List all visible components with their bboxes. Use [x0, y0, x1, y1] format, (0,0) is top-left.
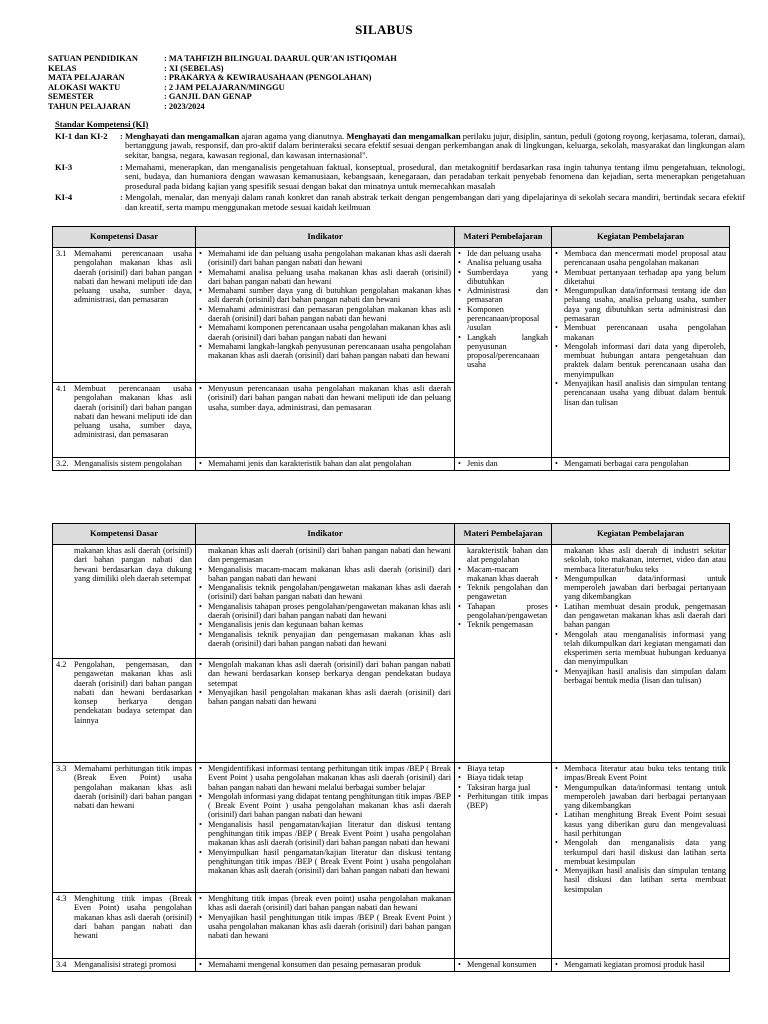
ki-1-2-row: [55, 132, 745, 161]
table-row: [53, 248, 730, 383]
bullet-list: [458, 764, 548, 810]
identity-row: [48, 83, 748, 93]
list-item: • Mengolah atau menganalisis informasi yang telah dikumpulkan dari kegiatan mengamati dan eksperimen serta membuat hubungan keduanya dan menyimpulkan: [555, 630, 726, 667]
list-item: • Menyajikan hasil penghitungan titik impas /BEP ( Break Event Point ) usaha pengolahan makanan khas asli daerah (orisinil) dari bahan pangan nabati dan hewani: [199, 913, 451, 941]
list-item: • Mengolah informasi yang didapat tentang penghitungan titik impas /BEP ( Break Event Point ) usaha pengolahan makanan khas asli daerah (orisinil) dari bahan pangan nabati dan hewani: [199, 792, 451, 820]
identity-row: [48, 92, 748, 102]
list-item: • Membaca dan mencermati model proposal atau perencanaan usaha pengolahan makanan: [555, 249, 726, 268]
identity-value: : 2023/2024: [164, 101, 205, 111]
header-indikator: Indikator: [196, 227, 455, 248]
list-item: • Menyajikan hasil analisis dan simpulan tentang hasil diskusi dan latihan serta membuat kesimpulan: [555, 866, 726, 894]
header-materi: Materi Pembelajaran: [455, 227, 552, 248]
standar-heading: Standar Kompetensi (KI): [55, 119, 149, 129]
indikator-cell: makanan khas asli daerah (orisinil) dari bahan pangan nabati dan hewani dan pengemasan • Menganalisis macam-macam makanan khas asli daerah (orisinil) dari bahan pangan nabati dan hewani • Menganalisis teknik pengolahan/pengawetan makanan khas asli daerah (orisinil) dari bahan pangan nabati dan hewani • Menganalisis tahapan proses pengolahan/pengawetan makanan khas asli daerah (orisinil) dari bahan pangan nabati dan hewani • Menganalisis jenis dan kegunaan bahan kemas • Menganalisis teknik penyajian dan pengemasan makanan khas asli daerah (orisinil) dari bahan pangan nabati dan hewani: [196, 545, 455, 659]
identity-value: : GANJIL DAN GENAP: [164, 92, 252, 101]
identity-label: MATA PELAJARAN: [48, 73, 125, 82]
list-item: • Taksiran harga jual: [458, 783, 548, 792]
materi-cell: [455, 959, 552, 972]
list-item: • Analisa peluang usaha: [458, 258, 548, 267]
table-row: [53, 545, 730, 659]
list-item: • Latihan membuat desain produk, pengemasan dan pengawetan makanan khas asli daerah dari bahan pangan: [555, 602, 726, 630]
materi-cell: [455, 248, 552, 458]
list-item: • Mengamati kegiatan promosi produk hasil: [555, 960, 726, 969]
list-item: • Menyusun perencanaan usaha pengolahan makanan khas asli daerah (orisinil) dari bahan pangan nabati dan hewani meliputi ide dan peluang usaha, sumber daya, administrasi, dan pemasaran: [199, 384, 451, 412]
indikator-cell: [196, 959, 455, 972]
table-row: [53, 763, 730, 893]
list-item: • Mengolah informasi dari data yang diperoleh, membuat hubungan antara pengetahuan dan praktek dalam bentuk perencanaan usaha dan menyimpulkan: [555, 342, 726, 379]
list-item: • Mengumpulkan data/informasi tentang ide dan peluang usaha, analisa peluang usaha, sumber daya yang dibutuhkan serta administrasi dan pemasaran: [555, 286, 726, 323]
list-item: • Latihan menghitung Break Event Point sesuai kasus yang diberikan guru dan mengevaluasi hasil perhitungan: [555, 810, 726, 838]
bullet-list: [555, 459, 726, 468]
list-item: • Menyajikan hasil analisis dan simpulan dalam berbagai bentuk media (lisan dan tulisan): [555, 667, 726, 686]
standar-kompetensi: [55, 120, 745, 215]
identity-block: [48, 54, 748, 111]
bullet-list: [199, 384, 451, 412]
bullet-list: [555, 249, 726, 407]
list-item: • Menghitung titik impas (break even point) usaha pengolahan makanan khas asli daerah (orisinil) dari bahan pangan nabati dan hewani: [199, 894, 451, 913]
kd-cell: 3.1 Memahami perencanaan usaha pengolahan makanan khas asli daerah (orisinil) dari bahan pangan nabati dan hewani meliputi ide dan peluang usaha, sumber daya, administrasi, dan pemasaran: [53, 248, 196, 383]
bullet-list: [199, 894, 451, 940]
header-kompetensi-dasar: Kompetensi Dasar: [53, 524, 196, 545]
list-item: • Komponen perencanaan/proposal /usulan: [458, 305, 548, 333]
bullet-list: [555, 764, 726, 894]
identity-value: : PRAKARYA & KEWIRAUSAHAAN (PENGOLAHAN): [164, 73, 372, 82]
materi-cell: karakteristik bahan dan alat pengolahan • Macam-macam makanan khas daerah • Teknik pengolahan dan pengawetan • Tahapan proses pengolahan/pengawetan • Teknik pengemasan: [455, 545, 552, 763]
list-item: • Langkah langkah penyusunan proposal/perencanaan usaha: [458, 333, 548, 370]
list-item: • Menganalisis teknik penyajian dan pengemasan makanan khas asli daerah (orisinil) dari bahan pangan nabati dan hewani: [199, 630, 451, 649]
list-item: • Tahapan proses pengolahan/pengawetan: [458, 602, 548, 621]
ki-text: Memahami, menerapkan, dan menganalisis pengetahuan faktual, konseptual, prosedural, dan metakognitif berdasarkan rasa ingin tahunya tentang ilmu pengetahuan, teknologi, seni, budaya, dan humaniora dengan wawasan kemanusiaan, kebangsaan, kenegaraan, dan peradaban terkait penyebab fenomena dan kejadian, serta menerapkan pengetahuan prosedural pada bidang kajian yang spesifik sesuai dengan bakat dan minatnya untuk memecahkan masalah: [125, 161, 745, 191]
list-item: • Mengumpulkan data/informasi untuk memperoleh jawaban dari berbagai pertanyaan yang dikembangkan: [555, 574, 726, 602]
ki-text: Menghayati dan mengamalkan ajaran agama yang dianutnya. Menghayati dan mengamalkan perilaku jujur, disiplin, santun, peduli (gotong royong, kerjasama, toleran, damai), bertanggung jawab, responsif, dan pro-aktif dalam berinteraksi secara efektif sesuai dengan perkembangan anak di lingkungan, keluarga, sekolah, masyarakat dan lingkungan alam sekitar, bangsa, negara, kawasan regional, dan kawasan internasional".: [125, 130, 745, 160]
list-item: • Membaca literatur atau buku teks tentang titik impas/Break Event Point: [555, 764, 726, 783]
identity-label: KELAS: [48, 63, 77, 73]
indikator-cell: [196, 248, 455, 383]
indikator-cell: [196, 383, 455, 458]
list-item: • Menganalisis tahapan proses pengolahan/pengawetan makanan khas asli daerah (orisinil) dari bahan pangan nabati dan hewani: [199, 602, 451, 621]
list-item: • Memahami ide dan peluang usaha pengolahan makanan khas asli daerah (orisinil) dari bahan pangan nabati dan hewani: [199, 249, 451, 268]
identity-label: SATUAN PENDIDIKAN: [48, 54, 138, 63]
kegiatan-cell: [552, 248, 730, 458]
indikator-cell: [196, 893, 455, 959]
list-item: • Memahami mengenal konsumen dan pesaing pemasaran produk: [199, 960, 451, 969]
bullet-list: [199, 660, 451, 706]
identity-row: [48, 73, 748, 83]
list-item: • Teknik pengemasan: [458, 620, 548, 629]
table-row: [53, 959, 730, 972]
list-item: • Mengenal konsumen: [458, 960, 548, 969]
kd-cell: 3.3 Memahami perhitungan titik impas (Break Even Point) usaha pengolahan makanan khas asli daerah (orisinil) dari bahan pangan nabati dan hewani: [53, 763, 196, 893]
list-item: • Perhitungan titik impas (BEP): [458, 792, 548, 811]
list-item: • Teknik pengolahan dan pengawetan: [458, 583, 548, 602]
bullet-list: [199, 249, 451, 360]
bullet-list: [458, 960, 548, 969]
list-item: • Menganalisis macam-macam makanan khas asli daerah (orisinil) dari bahan pangan nabati dan hewani: [199, 565, 451, 584]
identity-row: [48, 102, 748, 112]
list-item: • Memahami jenis dan karakteristik bahan dan alat pengolahan: [199, 459, 451, 468]
identity-row: [48, 64, 748, 74]
header-kegiatan: Kegiatan Pembelajaran: [552, 524, 730, 545]
list-item: • Biaya tidak tetap: [458, 773, 548, 782]
kegiatan-cell: [552, 763, 730, 959]
bullet-list: [199, 960, 451, 969]
identity-value: : XI (SEBELAS): [164, 63, 224, 73]
list-item: • Menyajikan hasil analisis dan simpulan tentang perencanaan usaha yang dibuat dalam bentuk lisan dan tulisan: [555, 379, 726, 407]
list-item: • Membuat perencanaan usaha pengolahan makanan: [555, 323, 726, 342]
syllabus-table-1: [52, 226, 730, 471]
kd-cell: 3.4 Menganalisisi strategi promosi: [53, 959, 196, 972]
bullet-list: [458, 249, 548, 370]
kd-cell: 4.1 Membuat perencanaan usaha pengolahan makanan khas asli daerah (orisinil) dari bahan pangan nabati dan hewani meliputi ide dan peluang usaha, sumber daya, administrasi, dan pemasaran: [53, 383, 196, 458]
list-item: • Membuat pertanyaan terhadap apa yang belum diketahui: [555, 268, 726, 287]
list-item: • Mengumpulkan data/informasi tentang untuk memperoleh jawaban dari berbagai pertanyaan yang dikembangkan: [555, 783, 726, 811]
list-item: • Mengolah makanan khas asli daerah (orisinil) dari bahan pangan nabati dan hewani berdasarkan konsep berkarya dengan pendekatan budaya setempat: [199, 660, 451, 688]
list-item: • Memahami analisa peluang usaha makanan khas asli daerah (orisinil) dari bahan pangan nabati dan hewani: [199, 268, 451, 287]
header-kompetensi-dasar: Kompetensi Dasar: [53, 227, 196, 248]
indikator-cell: [196, 659, 455, 763]
bullet-list: [199, 565, 451, 649]
ki-label: KI-1 dan KI-2 :: [55, 130, 123, 141]
ki-3-row: [55, 163, 745, 192]
identity-label: ALOKASI WAKTU: [48, 82, 121, 92]
identity-value: : MA TAHFIZH BILINGUAL DAARUL QUR'AN ISTIQOMAH: [164, 54, 397, 63]
ki-label: KI-3 :: [55, 161, 123, 172]
header-materi: Materi Pembelajaran: [455, 524, 552, 545]
identity-label: SEMESTER: [48, 92, 94, 101]
table-header-row: [53, 227, 730, 248]
syllabus-table-2: [52, 523, 730, 972]
kd-cell: 4.2 Pengolahan, pengemasan, dan pengawetan makanan khas asli daerah (orisinil) dari bahan pangan nabati dan hewani berdasarkan konsep berkarya dengan pendekatan budaya setempat dan lainnya: [53, 659, 196, 763]
list-item: • Mengamati berbagai cara pengolahan: [555, 459, 726, 468]
header-kegiatan: Kegiatan Pembelajaran: [552, 227, 730, 248]
list-item: • Biaya tetap: [458, 764, 548, 773]
identity-label: TAHUN PELAJARAN: [48, 101, 131, 111]
materi-cell: [455, 458, 552, 471]
bullet-list: [555, 574, 726, 685]
bullet-list: [199, 764, 451, 875]
list-item: • Menganalisis hasil pengamatan/kajian literatur dan diskusi tentang penghitungan titik impas /BEP ( Break Event Point ) usaha pengolahan makanan khas asli daerah (orisinil) dari bahan pangan nabati dan hewani: [199, 820, 451, 848]
indikator-cell: [196, 763, 455, 893]
list-item: • Sumberdaya yang dibutuhkan: [458, 268, 548, 287]
list-item: • Mengidentifikasi informasi tentang perhitungan titik impas /BEP ( Break Event Point ) usaha pengolahan makanan khas asli daerah (orisinil) dari bahan pangan nabati dan hewani melalui berbagai sumber belajar: [199, 764, 451, 792]
list-item: • Memahami administrasi dan pemasaran pengolahan makanan khas asli daerah (orisinil) dari bahan pangan nabati dan hewani: [199, 305, 451, 324]
kd-cell: 3.2. Menganalisis sistem pengolahan: [53, 458, 196, 471]
kd-cell: makanan khas asli daerah (orisinil) dari bahan pangan nabati dan hewani berdasarkan daya dukung yang dimiliki oleh daerah setempat: [53, 545, 196, 659]
ki-4-row: [55, 193, 745, 212]
identity-row: [48, 54, 748, 64]
list-item: • Macam-macam makanan khas daerah: [458, 565, 548, 584]
list-item: • Memahami sumber daya yang di butuhkan pengolahan makanan khas asli daerah (orisinil) dari bahan pangan nabati dan hewani: [199, 286, 451, 305]
list-item: • Administrasi dan pemasaran: [458, 286, 548, 305]
list-item: • Memahami langkah-langkah penyusunan perencanaan usaha pengolahan makanan khas asli daerah (orisinil) dari bahan pangan nabati dan hewani: [199, 342, 451, 361]
indikator-cell: [196, 458, 455, 471]
identity-value: : 2 JAM PELAJARAN/MINGGU: [164, 82, 285, 92]
list-item: • Menganalisis jenis dan kegunaan bahan kemas: [199, 620, 451, 629]
list-item: • Mengolah dan menganalisis data yang terkumpul dari hasil diskusi dan latihan serta membuat kesimpulan: [555, 838, 726, 866]
ki-text: Mengolah, menalar, dan menyaji dalam ranah konkret dan ranah abstrak terkait dengan pengembangan dari yang dipelajarinya di sekolah secara mandiri, bertindak secara efektif dan kreatif, serta mampu menggunakan metode sesuai kaidah keilmuan: [125, 192, 745, 212]
list-item: • Memahami komponen perencanaan usaha pengolahan makanan khas asli daerah (orisinil) dari bahan pangan nabati dan hewani: [199, 323, 451, 342]
kegiatan-cell: [552, 959, 730, 972]
materi-cell: [455, 763, 552, 959]
list-item: • Menganalisis teknik pengolahan/pengawetan makanan khas asli daerah (orisinil) dari bahan pangan nabati dan hewani: [199, 583, 451, 602]
bullet-list: [199, 459, 451, 468]
list-item: • Menyajikan hasil pengolahan makanan khas asli daerah (orisinil) dari bahan pangan nabati dan hewani: [199, 688, 451, 707]
table-row: [53, 458, 730, 471]
kegiatan-cell: makanan khas asli daerah di industri sekitar sekolah, toko makanan, internet, video dan atau membaca literatur/buku teks • Mengumpulkan data/informasi untuk memperoleh jawaban dari berbagai pertanyaan yang dikembangkan • Latihan membuat desain produk, pengemasan dan pengawetan makanan khas asli daerah dari bahan pangan • Mengolah atau menganalisis informasi yang telah dikumpulkan dari kegiatan mengamati dan eksperimen serta membuat hubungan keduanya dan menyimpulkan • Menyajikan hasil analisis dan simpulan dalam berbagai bentuk media (lisan dan tulisan): [552, 545, 730, 763]
document-title: SILABUS: [355, 22, 413, 37]
ki-label: KI-4 :: [55, 192, 123, 203]
list-item: • Ide dan peluang usaha: [458, 249, 548, 258]
header-indikator: Indikator: [196, 524, 455, 545]
kd-cell: 4.3 Menghitung titik impas (Break Even Point) usaha pengolahan makanan khas asli daerah (orisinil) dari bahan pangan nabati dan hewani: [53, 893, 196, 959]
kegiatan-cell: [552, 458, 730, 471]
list-item: • Menyimpulkan hasil pengamatan/kajian literatur dan diskusi tentang penghitungan titik impas /BEP ( Break Event Point ) usaha pengolahan makanan khas asli daerah (orisinil) dari bahan pangan nabati dan hewani: [199, 848, 451, 876]
bullet-list: [458, 459, 548, 468]
bullet-list: [458, 565, 548, 630]
table-header-row: [53, 524, 730, 545]
list-item: • Jenis dan: [458, 459, 548, 468]
bullet-list: [555, 960, 726, 969]
